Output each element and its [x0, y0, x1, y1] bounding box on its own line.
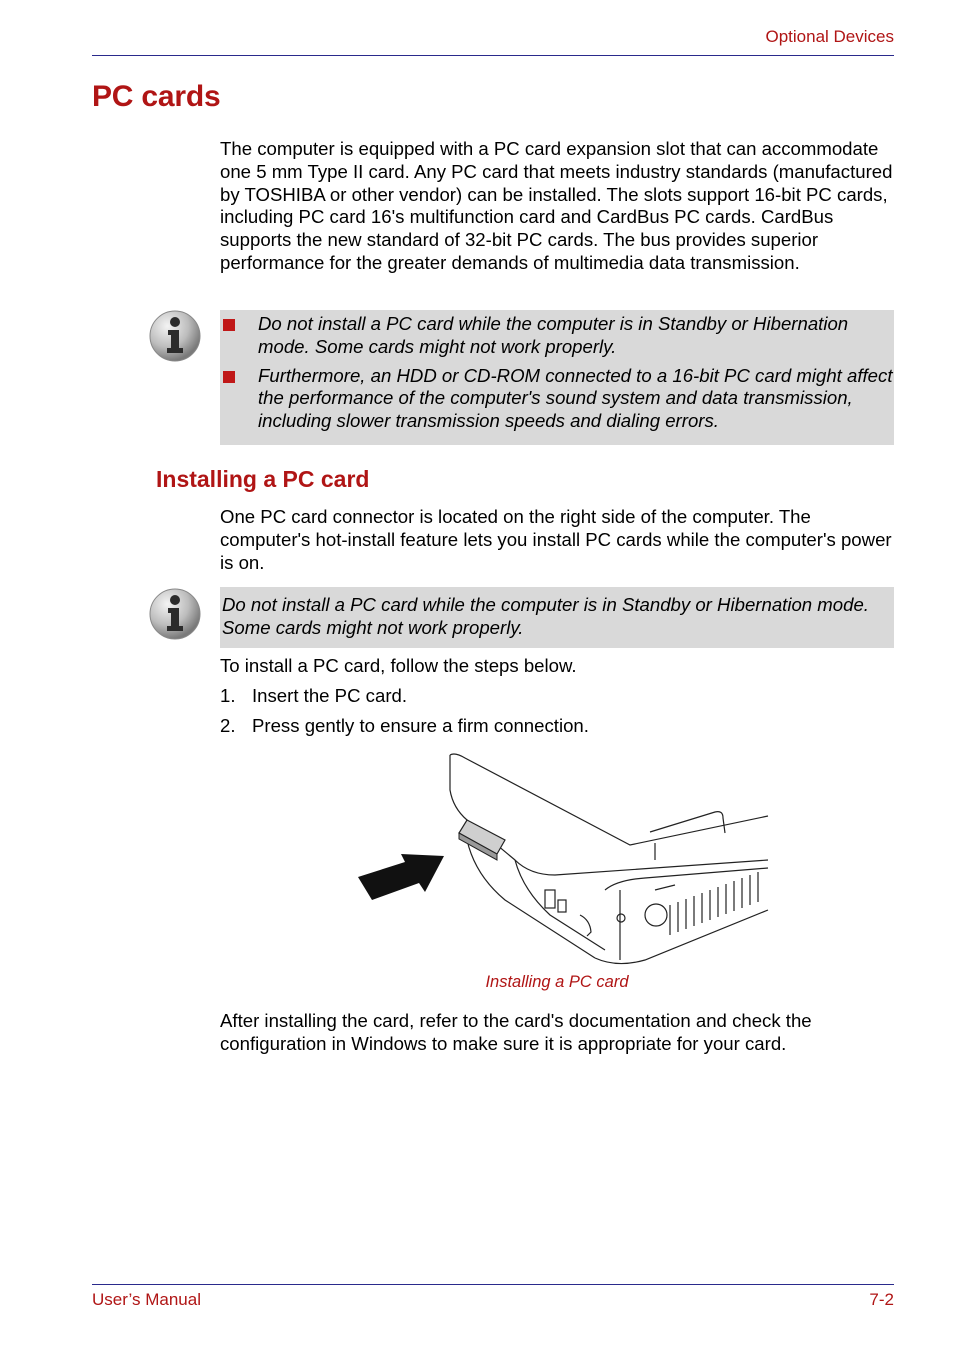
note-item	[220, 365, 894, 433]
step-text: Insert the PC card.	[252, 685, 408, 706]
steps-intro: To install a PC card, follow the steps below.	[220, 655, 577, 676]
pc-card-icon	[459, 820, 505, 860]
arrow-icon	[358, 854, 444, 900]
list-item	[220, 715, 589, 737]
bullet-square-icon	[223, 319, 235, 331]
page-title: PC cards	[92, 80, 221, 113]
pc-card-illustration	[355, 750, 775, 970]
note-box	[220, 587, 894, 648]
note-item	[220, 313, 894, 359]
connector-paragraph: One PC card connector is located on the right side of the computer. The computer's hot-install feature lets you install PC cards while the computer's power is on.	[220, 506, 892, 573]
step-text: Press gently to ensure a firm connection.	[252, 715, 589, 736]
after-paragraph: After installing the card, refer to the card's documentation and check the configuration in Windows to make sure it is appropriate for your card.	[220, 1010, 812, 1054]
page-number: 7-2	[869, 1290, 894, 1309]
running-header: Optional Devices	[765, 27, 894, 46]
note-text: Do not install a PC card while the computer is in Standby or Hibernation mode. Some cards might not work properly.	[258, 313, 849, 357]
info-icon	[148, 309, 202, 363]
info-icon	[148, 587, 202, 641]
intro-paragraph: The computer is equipped with a PC card expansion slot that can accommodate one 5 mm Type II card. Any PC card that meets industry standards (manufactured by TOSHIBA or other vendor) can be installed. The slots support 16-bit PC cards, including PC card 16's multifunction card and CardBus PC cards. CardBus supports the new standard of 32-bit PC cards. The bus provides superior performance for the greater demands of multimedia data transmission.	[220, 138, 893, 273]
section-heading: Installing a PC card	[156, 466, 370, 492]
list-item	[220, 685, 407, 707]
footer-manual-title: User’s Manual	[92, 1290, 201, 1309]
figure-caption: Installing a PC card	[485, 973, 629, 991]
step-number: 1.	[220, 685, 236, 706]
bullet-square-icon	[223, 371, 235, 383]
step-number: 2.	[220, 715, 236, 736]
note-text: Furthermore, an HDD or CD-ROM connected to a 16-bit PC card might affect the performance of the computer's sound system and data transmission, including slower transmission speeds and dialing errors.	[258, 364, 893, 432]
note-text: Do not install a PC card while the computer is in Standby or Hibernation mode. Some cards might not work properly.	[222, 594, 869, 638]
header-rule	[92, 55, 894, 56]
footer-rule	[92, 1284, 894, 1285]
note-box	[220, 310, 894, 445]
